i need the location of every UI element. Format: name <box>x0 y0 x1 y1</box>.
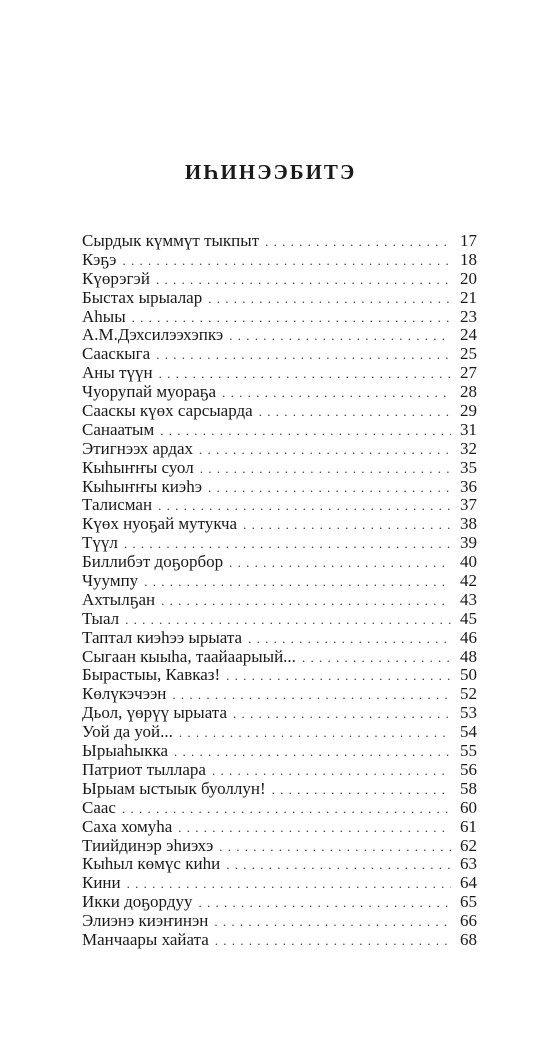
toc-entry <box>82 515 477 534</box>
toc-entry <box>82 912 477 931</box>
toc-entry-title: Патриот тыллара <box>82 759 206 779</box>
toc-page-number: 17 <box>460 231 477 250</box>
toc-page-number: 52 <box>460 684 477 704</box>
toc-page-number: 68 <box>460 929 477 949</box>
toc-entry <box>82 326 477 345</box>
toc-entry-title: Саха хомуһа <box>82 816 173 836</box>
dot-leader <box>272 781 451 800</box>
toc-page-number: 39 <box>460 533 477 553</box>
toc-entry <box>82 761 477 780</box>
toc-entry <box>82 232 477 251</box>
dot-leader <box>229 327 451 346</box>
dot-leader <box>200 460 451 479</box>
toc-entry <box>82 289 477 308</box>
toc-page-number: 29 <box>460 401 477 421</box>
toc-page-number: 40 <box>460 552 477 572</box>
toc-page-number: 65 <box>460 892 477 912</box>
toc-entry-title: Этигнээх ардах <box>82 438 194 458</box>
toc-entry-title: Бырастыы, Кавказ! <box>82 665 221 685</box>
toc-entry <box>82 459 477 478</box>
dot-leader <box>198 894 451 913</box>
toc-entry <box>82 308 477 327</box>
toc-page-number: 55 <box>460 741 477 761</box>
toc-page-number: 61 <box>460 816 477 836</box>
toc-entry <box>82 345 477 364</box>
dot-leader <box>214 913 451 932</box>
toc-entry <box>82 534 477 553</box>
toc-entry-title: Дьол, үөрүү ырыата <box>82 703 227 723</box>
toc-page-number: 64 <box>460 873 477 893</box>
dot-leader <box>259 403 451 422</box>
toc-page-number: 46 <box>460 627 477 647</box>
toc-entry-title: Көлүкэчээн <box>82 684 167 704</box>
toc-entry <box>82 685 477 704</box>
toc-page-number: 50 <box>460 665 477 685</box>
toc-entry-title: Күөрэгэй <box>82 268 150 288</box>
dot-leader <box>144 573 451 592</box>
toc-page-number: 32 <box>460 438 477 458</box>
contents-heading: ИҺИНЭЭБИТЭ <box>184 160 357 184</box>
dot-leader <box>226 667 451 686</box>
toc-page-number: 24 <box>460 325 477 345</box>
toc-entry-title: Быстах ырыалар <box>82 287 203 307</box>
dot-leader <box>219 838 451 857</box>
toc-page-number: 60 <box>460 797 477 817</box>
toc-entry-title: Аны түүн <box>82 363 153 383</box>
toc-entry <box>82 666 477 685</box>
toc-entry-title: Чуумпу <box>82 571 139 591</box>
toc-entry-title: Биллибэт доҕорбор <box>82 552 224 572</box>
toc-entry-title: Аһыы <box>82 306 126 326</box>
dot-leader <box>208 290 451 309</box>
toc-page-number: 54 <box>460 722 477 742</box>
toc-entry <box>82 478 477 497</box>
toc-page-number: 18 <box>460 249 477 269</box>
toc-entry-title: А.М.Дэхсилээхэпкэ <box>82 325 224 345</box>
toc-entry <box>82 855 477 874</box>
toc-entry-title: Таптал киэһээ ырыата <box>82 627 243 647</box>
toc-entry-title: Талисман <box>82 495 153 515</box>
dot-leader <box>233 705 451 724</box>
toc-entry-title: Кыһыҥҥы суол <box>82 457 194 477</box>
toc-page-number: 36 <box>460 476 477 496</box>
toc-page-number: 20 <box>460 268 477 288</box>
toc-page-number: 28 <box>460 382 477 402</box>
toc-entry-title: Ырыам ыстыык буоллун! <box>82 778 266 798</box>
toc-entry <box>82 874 477 893</box>
toc-entry-title: Саас <box>82 797 116 817</box>
toc-entry <box>82 837 477 856</box>
dot-leader <box>179 724 451 743</box>
dot-leader <box>215 932 451 951</box>
dot-leader <box>248 630 451 649</box>
toc-entry-title: Тыал <box>82 608 120 628</box>
toc-page-number: 21 <box>460 287 477 307</box>
toc-page-number: 62 <box>460 835 477 855</box>
toc-entry <box>82 572 477 591</box>
toc-entry-title: Кыһыҥҥы киэһэ <box>82 476 202 496</box>
dot-leader <box>208 479 451 498</box>
toc-entry-title: Элиэнэ киэҥинэн <box>82 911 209 931</box>
dot-leader <box>174 743 451 762</box>
toc-entry-title: Күөх нуоҕай мутукча <box>82 514 238 534</box>
toc-page-number: 35 <box>460 457 477 477</box>
dot-leader <box>156 346 451 365</box>
dot-leader <box>199 441 451 460</box>
toc-entry <box>82 799 477 818</box>
toc-page-number: 56 <box>460 759 477 779</box>
toc-entry <box>82 704 477 723</box>
toc-page-number: 45 <box>460 608 477 628</box>
dot-leader <box>222 384 451 403</box>
toc-entry-title: Чуорупай муораҕа <box>82 382 217 402</box>
toc-page-number: 43 <box>460 589 477 609</box>
toc-entry-title: Сааскы күөх сарсыарда <box>82 401 253 421</box>
toc-entry-title: Кини <box>82 873 121 893</box>
toc-page-number: 38 <box>460 514 477 534</box>
toc-page-number: 63 <box>460 854 477 874</box>
toc-entry-title: Ахтылҕан <box>82 589 156 609</box>
toc-entry <box>82 553 477 572</box>
dot-leader <box>243 516 451 535</box>
dot-leader <box>122 800 451 819</box>
toc-entry-title: Санаатым <box>82 419 155 439</box>
toc-entry-title: Түүл <box>82 533 118 553</box>
dot-leader <box>265 233 451 252</box>
toc-entry <box>82 421 477 440</box>
toc-page-number: 25 <box>460 344 477 364</box>
toc-entry <box>82 251 477 270</box>
toc-page-number: 66 <box>460 911 477 931</box>
toc-entry-title: Сааскыга <box>82 344 151 364</box>
dot-leader <box>156 271 451 290</box>
toc-entry-title: Ырыаһыкка <box>82 741 169 761</box>
toc-entry <box>82 742 477 761</box>
dot-leader <box>302 649 451 668</box>
dot-leader <box>229 554 451 573</box>
toc-entry-title: Тиийдинэр эһиэхэ <box>82 835 214 855</box>
toc-entry <box>82 818 477 837</box>
toc-entry <box>82 496 477 515</box>
toc-entry <box>82 931 477 950</box>
dot-leader <box>160 422 451 441</box>
toc-entry-title: Манчаары хайата <box>82 929 209 949</box>
toc-page-number: 48 <box>460 646 477 666</box>
toc-entry <box>82 364 477 383</box>
dot-leader <box>212 762 451 781</box>
toc-entry-title: Кыһыл көмүс киһи <box>82 854 221 874</box>
toc-entry <box>82 629 477 648</box>
table-of-contents <box>82 232 477 950</box>
dot-leader <box>161 592 451 611</box>
dot-leader <box>125 611 451 630</box>
toc-entry <box>82 648 477 667</box>
toc-entry <box>82 383 477 402</box>
toc-page-number: 27 <box>460 363 477 383</box>
toc-entry <box>82 780 477 799</box>
toc-entry <box>82 440 477 459</box>
toc-page-number: 31 <box>460 419 477 439</box>
dot-leader <box>226 856 451 875</box>
toc-entry-title: Кэҕэ <box>82 249 117 269</box>
toc-entry-title: Сыгаан кыыһа, таайаарыый... <box>82 646 296 666</box>
toc-page-number: 58 <box>460 778 477 798</box>
dot-leader <box>122 252 451 271</box>
toc-entry <box>82 723 477 742</box>
toc-entry <box>82 270 477 289</box>
toc-entry <box>82 893 477 912</box>
toc-entry <box>82 591 477 610</box>
toc-page-number: 42 <box>460 571 477 591</box>
toc-entry-title: Икки доҕордуу <box>82 892 193 912</box>
toc-page-number: 37 <box>460 495 477 515</box>
toc-page-number: 53 <box>460 703 477 723</box>
toc-entry-title: Сырдык күммүт тыкпыт <box>82 231 260 250</box>
toc-page-number: 23 <box>460 306 477 326</box>
toc-entry <box>82 402 477 421</box>
toc-entry-title: Уой да уой... <box>82 722 173 742</box>
dot-leader <box>178 819 451 838</box>
toc-entry <box>82 610 477 629</box>
